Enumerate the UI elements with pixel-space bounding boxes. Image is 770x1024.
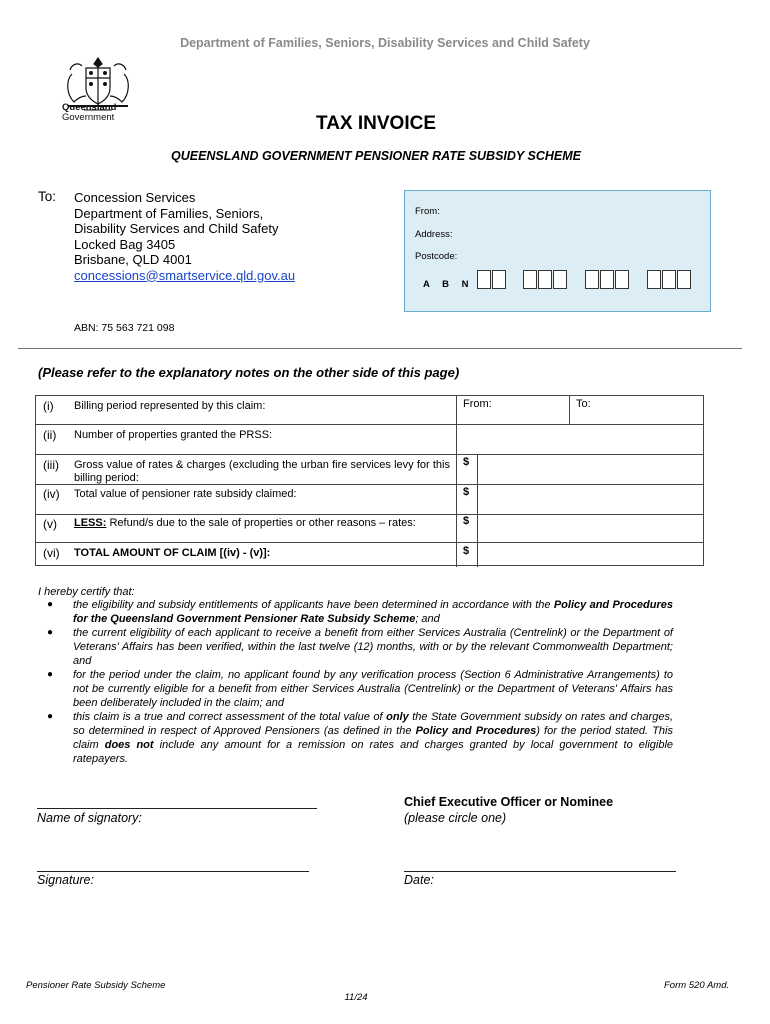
row-number: (iii) <box>43 458 59 472</box>
row-label-gross-value: Gross value of rates & charges (excluding the urban fire services levy for this billing period: <box>74 459 450 484</box>
claim-table <box>35 395 704 566</box>
name-signatory-label: Name of signatory: <box>37 811 142 825</box>
certify-intro: I hereby certify that: <box>38 586 135 598</box>
address-label: Address: <box>415 229 453 240</box>
from-box <box>404 190 711 312</box>
footer-form-number: Form 520 Amd. <box>664 980 730 991</box>
footer-scheme-name: Pensioner Rate Subsidy Scheme <box>26 980 166 991</box>
section-divider <box>18 348 742 349</box>
signature-field[interactable] <box>37 871 309 872</box>
address-line: Disability Services and Child Safety <box>74 221 279 236</box>
certification-list <box>40 598 673 766</box>
abn-digit-cell[interactable] <box>523 270 537 289</box>
abn-digit-cell[interactable] <box>585 270 599 289</box>
abn-digit-cell[interactable] <box>477 270 491 289</box>
abn-digit-cell[interactable] <box>647 270 661 289</box>
address-line: Department of Families, Seniors, <box>74 205 264 221</box>
footer-date: 11/24 <box>344 992 368 1003</box>
to-label: To: <box>38 189 57 204</box>
row-label-total: TOTAL AMOUNT OF CLAIM [(iv) - (v)]: <box>74 547 271 559</box>
row-label-subsidy-claimed: Total value of pensioner rate subsidy claimed: <box>74 488 297 500</box>
row-number: (i) <box>43 399 54 413</box>
refund-text: Refund/s due to the sale of properties or other reasons – rates: <box>106 517 416 529</box>
list-item: ● the eligibility and subsidy entitlements of applicants have been determined in accordance with the Policy and Procedures for the Queensland Government Pensioner Rate Subsidy Scheme; and <box>47 599 673 625</box>
scheme-subtitle: QUEENSLAND GOVERNMENT PENSIONER RATE SUBSIDY SCHEME <box>170 149 581 163</box>
row-number: (iv) <box>43 487 60 501</box>
list-item: ● for the period under the claim, no applicant found by any verification process (Section 6 Administrative Arrangements) to not be currently eligible for a benefit from either Services Australia (Centrelink) or the Department of Veterans' Affairs has been deliberately included in the claim; and <box>47 669 673 709</box>
signature-label: Signature: <box>37 873 94 887</box>
billing-from-label: From: <box>463 398 492 410</box>
recipient-abn: ABN: 75 563 721 098 <box>74 322 175 334</box>
date-label: Date: <box>404 873 434 887</box>
abn-digit-cell[interactable] <box>615 270 629 289</box>
billing-to-label: To: <box>576 398 591 410</box>
row-label-refunds <box>74 517 450 530</box>
list-item: ● the current eligibility of each applicant to receive a benefit from either Services Australia (Centrelink) or the Department of Veterans' Affairs has been verified, within the last twelve (12) months, with or by the relevant Commonwealth Department; and <box>47 627 673 667</box>
logo-text-government: Government <box>62 112 115 123</box>
abn-digit-cell[interactable] <box>677 270 691 289</box>
row-number: (vi) <box>43 546 60 560</box>
abn-digit-cell[interactable] <box>600 270 614 289</box>
abn-input-group[interactable] <box>647 270 692 290</box>
abn-digit-cell[interactable] <box>492 270 506 289</box>
abn-input-group[interactable] <box>477 270 507 290</box>
less-label: LESS: <box>74 517 107 529</box>
department-heading: Department of Families, Seniors, Disability Services and Child Safety <box>180 36 590 50</box>
postcode-label: Postcode: <box>415 251 458 262</box>
abn-input-group[interactable] <box>523 270 568 290</box>
currency-symbol: $ <box>463 486 470 498</box>
date-field[interactable] <box>404 871 676 872</box>
list-item: ● this claim is a true and correct assessment of the total value of only the State Government subsidy on rates and charges, so determined in respect of Approved Pensioners (as defined in the Policy and Procedures) for the period stated. This claim does not include any amount for a remission on rates and charges granted by local government to eligible ratepayers. <box>47 711 674 765</box>
abn-input-group[interactable] <box>585 270 630 290</box>
logo-text-queensland: Queensland <box>62 102 117 113</box>
from-label: From: <box>415 206 440 217</box>
currency-symbol: $ <box>463 545 470 557</box>
row-number: (ii) <box>43 428 57 442</box>
recipient-address <box>74 190 295 283</box>
row-number: (v) <box>43 517 57 531</box>
ceo-nominee-label: Chief Executive Officer or Nominee <box>404 795 614 809</box>
address-line: Locked Bag 3405 <box>74 236 176 252</box>
address-line: Concession Services <box>74 190 196 205</box>
abn-label: A B N <box>423 279 474 290</box>
name-signatory-field[interactable] <box>37 808 317 809</box>
abn-digit-cell[interactable] <box>662 270 676 289</box>
email-link[interactable]: concessions@smartservice.qld.gov.au <box>74 267 296 283</box>
row-label-billing-period: Billing period represented by this claim: <box>74 400 266 412</box>
currency-symbol: $ <box>463 456 470 468</box>
circle-one-label: (please circle one) <box>404 811 507 825</box>
abn-digit-cell[interactable] <box>538 270 552 289</box>
row-label-properties: Number of properties granted the PRSS: <box>74 429 273 441</box>
explanatory-note: (Please refer to the explanatory notes on the other side of this page) <box>38 365 460 380</box>
address-line: Brisbane, QLD 4001 <box>74 252 192 267</box>
currency-symbol: $ <box>463 515 470 527</box>
page-title: TAX INVOICE <box>316 113 436 134</box>
abn-digit-cell[interactable] <box>553 270 567 289</box>
